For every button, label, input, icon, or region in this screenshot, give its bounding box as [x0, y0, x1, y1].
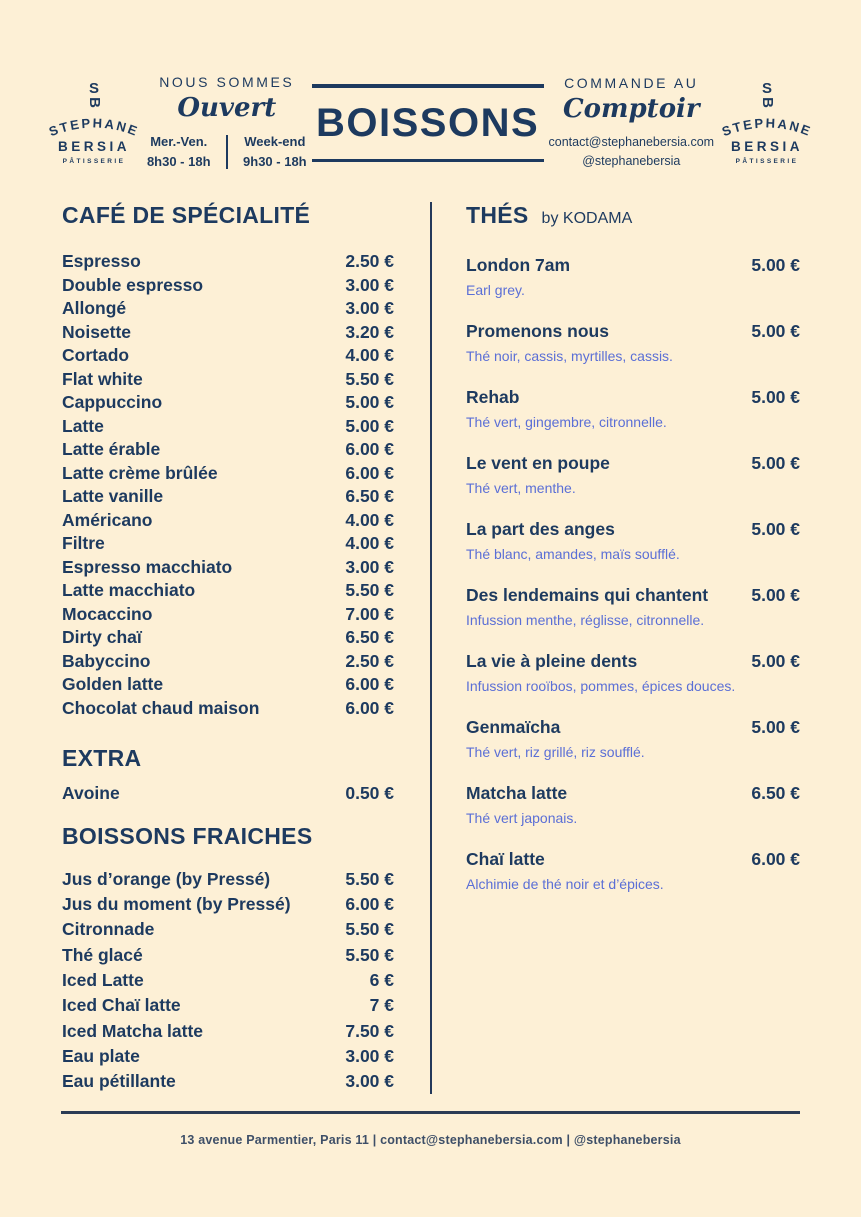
item-list: [62, 867, 394, 1095]
item-price: 5.00 €: [751, 519, 800, 540]
tea-item-row: [466, 387, 800, 408]
menu-item-row: [62, 556, 394, 580]
tea-item: [466, 585, 800, 629]
tea-item: [466, 453, 800, 497]
tea-item: [466, 255, 800, 299]
item-price: 6.00 €: [345, 697, 394, 718]
item-price: 6.00 €: [345, 462, 394, 483]
item-name: Jus d’orange (by Pressé): [62, 868, 271, 889]
monogram-letter-top: S: [88, 79, 99, 97]
menu-item-row: [62, 250, 394, 274]
item-name: Mocaccino: [62, 603, 153, 624]
header: [0, 0, 861, 172]
item-price: 4.00 €: [345, 345, 394, 366]
menu-item-row: [62, 321, 394, 345]
item-name: Flat white: [62, 368, 143, 389]
brand-name-arch: [719, 115, 815, 139]
item-name: London 7am: [466, 255, 571, 276]
item-price: 3.00 €: [345, 1045, 394, 1066]
svg-text:STEPHANE: [47, 115, 141, 139]
item-list: [62, 250, 394, 720]
tea-list: [466, 255, 800, 893]
menu-item-row: [62, 650, 394, 674]
item-price: 5.00 €: [751, 387, 800, 408]
tea-item-row: [466, 651, 800, 672]
item-price: 6.00 €: [345, 439, 394, 460]
menu-item-row: [62, 1019, 394, 1044]
item-description: Thé vert, menthe.: [466, 480, 576, 497]
item-name: Latte vanille: [62, 486, 164, 507]
menu-item-row: [62, 1069, 394, 1094]
hours-weekend: [243, 132, 307, 172]
section-subtitle: by KODAMA: [541, 210, 633, 228]
hours-divider-bar: [226, 135, 229, 169]
menu-item-row: [62, 626, 394, 650]
brand-name-line2: BERSIA: [57, 138, 130, 154]
item-price: 5.00 €: [345, 415, 394, 436]
section-cafe-de-specialite: [62, 202, 394, 720]
footer-text: 13 avenue Parmentier, Paris 11 | contact@stephanebersia.com | @stephanebersia: [180, 1133, 681, 1147]
brand-logo-right: [719, 81, 815, 166]
item-price: 5.00 €: [345, 392, 394, 413]
brand-logo-left: [46, 81, 142, 166]
menu-item-row: [62, 509, 394, 533]
item-price: 5.50 €: [345, 919, 394, 940]
svg-text:STEPHANE: [720, 115, 814, 139]
page-title: BOISSONS: [315, 100, 540, 145]
tea-item-row: [466, 585, 800, 606]
item-description: Infussion rooïbos, pommes, épices douces.: [466, 678, 736, 695]
section-title: BOISSONS FRAICHES: [62, 822, 313, 849]
item-price: 6 €: [369, 969, 394, 990]
order-contact: [549, 75, 715, 171]
hours-columns: [147, 132, 307, 172]
hours-script-word: Ouvert: [177, 93, 277, 123]
item-name: Jus du moment (by Pressé): [62, 894, 291, 915]
item-description: Thé vert, gingembre, citronnelle.: [466, 414, 667, 431]
item-price: 4.00 €: [345, 509, 394, 530]
menu-item-row: [62, 368, 394, 392]
item-name: Cappuccino: [62, 392, 163, 413]
item-name: Espresso macchiato: [62, 556, 233, 577]
item-name: Filtre: [62, 533, 105, 554]
column-right: [432, 202, 800, 1094]
tea-item: [466, 387, 800, 431]
contact-social-handle: @stephanebersia: [582, 154, 681, 169]
tea-item-row: [466, 321, 800, 342]
item-name: Américano: [62, 509, 153, 530]
item-price: 6.50 €: [345, 486, 394, 507]
menu-title-block: [312, 84, 544, 162]
item-name: Eau plate: [62, 1045, 140, 1066]
menu-item-row: [62, 297, 394, 321]
section-title: THÉS: [466, 202, 529, 229]
hours-weekday: [147, 132, 211, 172]
item-name: La vie à pleine dents: [466, 651, 638, 672]
brand-name-line1: STEPHANE: [46, 114, 142, 139]
menu-item-row: [62, 603, 394, 627]
section-title: EXTRA: [62, 745, 142, 772]
item-price: 5.50 €: [345, 368, 394, 389]
item-name: Latte macchiato: [62, 580, 196, 601]
tea-item-row: [466, 783, 800, 804]
menu-item-row: [62, 415, 394, 439]
menu-item-row: [62, 673, 394, 697]
item-price: 5.50 €: [345, 580, 394, 601]
item-name: Espresso: [62, 251, 141, 272]
menu-item-row: [62, 438, 394, 462]
item-name: La part des anges: [466, 519, 615, 540]
item-name: Iced Matcha latte: [62, 1020, 204, 1041]
item-price: 5.00 €: [751, 651, 800, 672]
item-price: 5.00 €: [751, 255, 800, 276]
menu-item-row: [62, 867, 394, 892]
menu-item-row: [62, 462, 394, 486]
item-description: Infussion menthe, réglisse, citronnelle.: [466, 612, 705, 629]
item-price: 3.00 €: [345, 274, 394, 295]
menu-item-row: [62, 344, 394, 368]
menu-item-row: [62, 917, 394, 942]
item-list: [62, 782, 394, 806]
item-name: Iced Latte: [62, 969, 144, 990]
brand-subtitle: PÂTISSERIE: [735, 158, 799, 166]
item-price: 7 €: [369, 995, 394, 1016]
item-price: 3.00 €: [345, 298, 394, 319]
hours-weekday-time: 8h30 - 18h: [146, 154, 211, 170]
item-name: Matcha latte: [466, 783, 568, 804]
item-price: 7.00 €: [345, 603, 394, 624]
menu-item-row: [62, 993, 394, 1018]
item-name: Latte crème brûlée: [62, 462, 218, 483]
item-price: 4.00 €: [345, 533, 394, 554]
menu-item-row: [62, 391, 394, 415]
item-price: 3.20 €: [345, 321, 394, 342]
title-rule-top: [312, 84, 544, 88]
item-name: Le vent en poupe: [466, 453, 610, 474]
menu-item-row: [62, 943, 394, 968]
menu-item-row: [62, 968, 394, 993]
section-title: CAFÉ DE SPÉCIALITÉ: [62, 202, 311, 229]
item-name: Noisette: [62, 321, 132, 342]
item-price: 6.50 €: [345, 627, 394, 648]
item-name: Citronnade: [62, 919, 155, 940]
item-price: 5.00 €: [751, 717, 800, 738]
contact-email: contact@stephanebersia.com: [548, 135, 715, 150]
section-boissons-fraiches: [62, 823, 394, 1095]
menu-item-row: [62, 532, 394, 556]
monogram-letter-bottom: B: [85, 96, 103, 108]
hours-weekend-time: 9h30 - 18h: [243, 154, 307, 170]
item-price: 2.50 €: [345, 251, 394, 272]
item-name: Chaï latte: [466, 849, 545, 870]
item-description: Alchimie de thé noir et d’épices.: [466, 876, 664, 893]
footer: [61, 1111, 800, 1147]
item-price: 5.50 €: [345, 944, 394, 965]
menu-item-row: [62, 485, 394, 509]
item-name: Dirty chaï: [62, 627, 142, 648]
item-price: 5.00 €: [751, 585, 800, 606]
column-left: [62, 202, 430, 1094]
section-thes-header: [466, 202, 800, 229]
tea-item: [466, 717, 800, 761]
menu-item-row: [62, 1044, 394, 1069]
tea-item-row: [466, 519, 800, 540]
item-name: Double espresso: [62, 274, 204, 295]
hours-weekend-label: Week-end: [244, 134, 306, 149]
item-description: Thé blanc, amandes, maïs soufflé.: [466, 546, 680, 563]
item-name: Iced Chaï latte: [62, 995, 181, 1016]
monogram-letter-bottom: B: [758, 96, 776, 108]
brand-monogram-icon: [719, 81, 815, 110]
tea-item: [466, 321, 800, 365]
opening-hours: [147, 74, 307, 172]
item-price: 5.00 €: [751, 453, 800, 474]
tea-item-row: [466, 717, 800, 738]
item-name: Cortado: [62, 345, 130, 366]
menu-item-row: [62, 274, 394, 298]
tea-item-row: [466, 453, 800, 474]
item-name: Chocolat chaud maison: [62, 697, 260, 718]
menu-body: [62, 202, 800, 1094]
footer-rule: [61, 1111, 800, 1114]
menu-item-row: [62, 579, 394, 603]
item-name: Rehab: [466, 387, 520, 408]
item-name: Babyccino: [62, 650, 151, 671]
hours-weekday-label: Mer.-Ven.: [150, 134, 208, 149]
contact-eyebrow: COMMANDE AU: [564, 75, 699, 92]
item-name: Latte: [62, 415, 104, 436]
tea-item-row: [466, 255, 800, 276]
tea-item: [466, 849, 800, 893]
menu-item-row: [62, 697, 394, 721]
item-price: 6.00 €: [345, 674, 394, 695]
section-extra: [62, 745, 394, 806]
item-name: Eau pétillante: [62, 1071, 176, 1092]
brand-name-arch: [46, 115, 142, 139]
tea-item: [466, 519, 800, 563]
brand-name-line1: STEPHANE: [719, 114, 815, 139]
brand-subtitle: PÂTISSERIE: [62, 158, 126, 166]
item-price: 6.50 €: [751, 783, 800, 804]
monogram-letter-top: S: [761, 79, 772, 97]
item-name: Des lendemains qui chantent: [466, 585, 709, 606]
tea-item-row: [466, 849, 800, 870]
hours-eyebrow: NOUS SOMMES: [159, 74, 295, 90]
tea-item: [466, 651, 800, 695]
item-price: 6.00 €: [751, 849, 800, 870]
item-name: Promenons nous: [466, 321, 609, 342]
item-name: Latte érable: [62, 439, 161, 460]
item-description: Thé vert japonais.: [466, 810, 578, 827]
item-name: Allongé: [62, 298, 127, 319]
item-price: 7.50 €: [345, 1020, 394, 1041]
brand-monogram-icon: [46, 81, 142, 110]
item-description: Earl grey.: [466, 282, 525, 299]
item-name: Thé glacé: [62, 944, 143, 965]
item-price: 6.00 €: [345, 894, 394, 915]
item-name: Avoine: [62, 783, 120, 804]
item-price: 3.00 €: [345, 556, 394, 577]
menu-item-row: [62, 892, 394, 917]
item-price: 2.50 €: [345, 650, 394, 671]
item-name: Genmaïcha: [466, 717, 561, 738]
item-name: Golden latte: [62, 674, 164, 695]
item-price: 3.00 €: [345, 1071, 394, 1092]
item-description: Thé noir, cassis, myrtilles, cassis.: [466, 348, 673, 365]
menu-item-row: [62, 782, 394, 806]
item-description: Thé vert, riz grillé, riz soufflé.: [466, 744, 645, 761]
title-rule-bottom: [312, 159, 544, 163]
item-price: 0.50 €: [345, 783, 394, 804]
item-price: 5.00 €: [751, 321, 800, 342]
contact-script-word: Comptoir: [562, 94, 700, 125]
tea-item: [466, 783, 800, 827]
brand-name-line2: BERSIA: [730, 138, 803, 154]
item-price: 5.50 €: [345, 868, 394, 889]
